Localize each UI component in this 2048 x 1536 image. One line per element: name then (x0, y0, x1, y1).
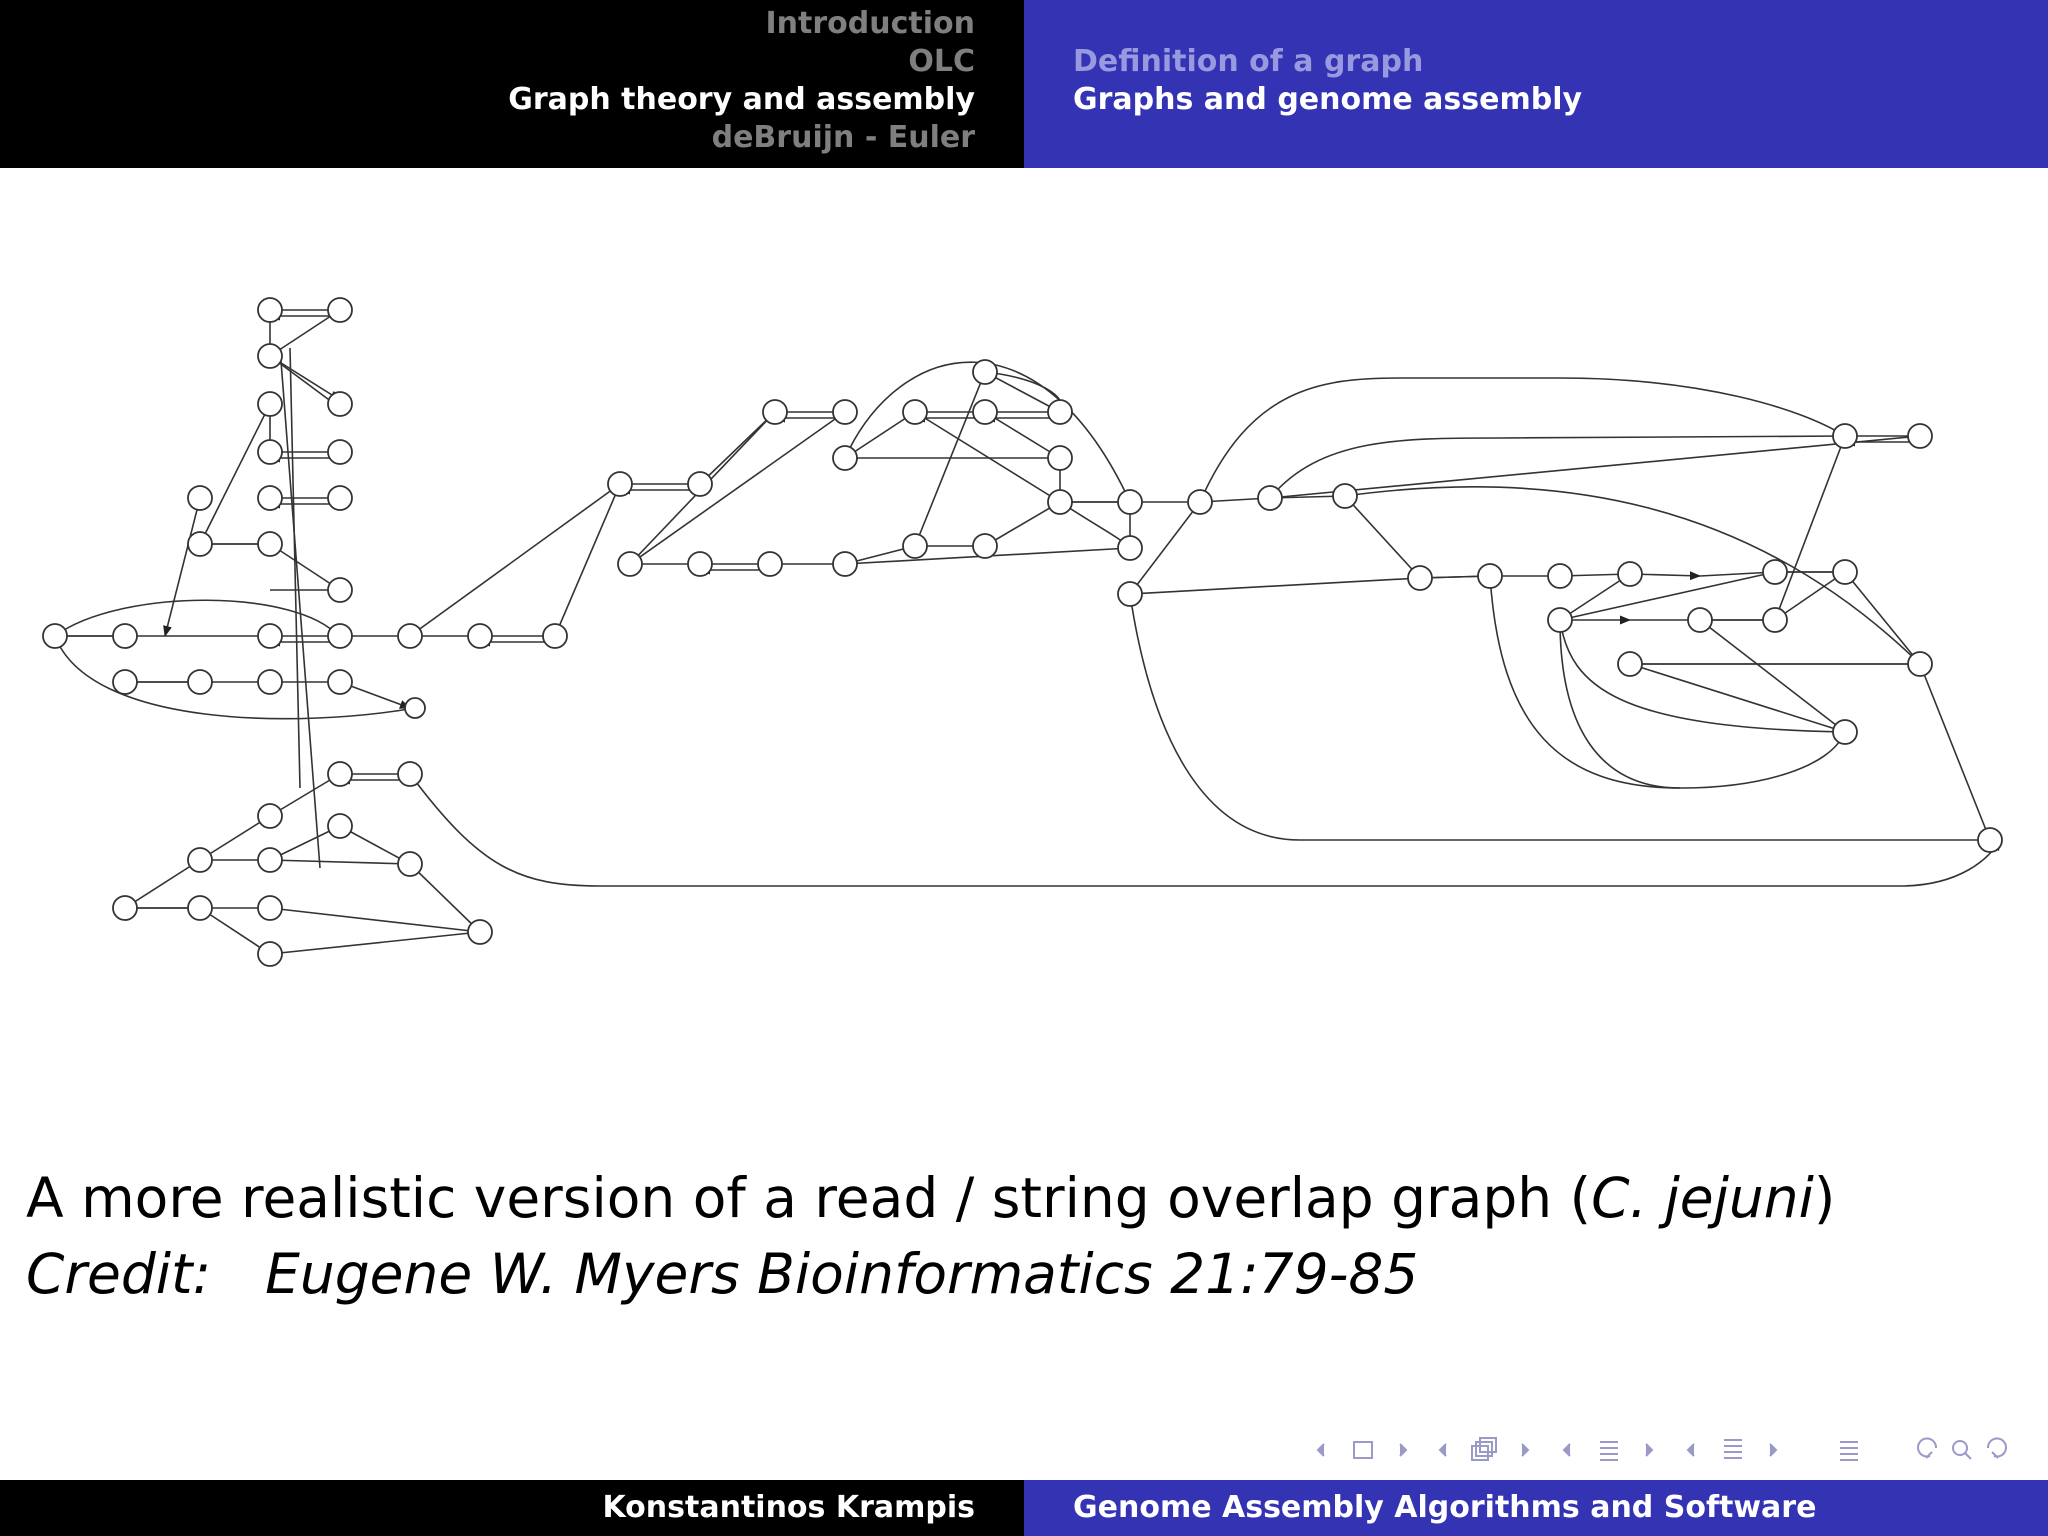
nav-doc-next-icon[interactable] (1770, 1444, 1776, 1456)
nav-section-next-icon[interactable] (1646, 1444, 1652, 1456)
credit-text: Eugene W. Myers Bioinformatics 21:79-85 (265, 1242, 1419, 1306)
subsection-link-definition[interactable]: Definition of a graph (1073, 44, 1424, 79)
nav-subsection-icon[interactable] (1472, 1438, 1496, 1460)
section-link-debruijn[interactable]: deBruijn - Euler (711, 120, 975, 155)
section-link-introduction[interactable]: Introduction (765, 6, 975, 41)
figure-caption (26, 1166, 1835, 1230)
section-link-graph-theory[interactable]: Graph theory and assembly (508, 82, 975, 117)
graph-nodes (43, 298, 2002, 966)
nav-subsection-prev-icon[interactable] (1440, 1444, 1446, 1456)
nav-doc-prev-icon[interactable] (1688, 1444, 1694, 1456)
footer-author: Konstantinos Krampis (602, 1490, 975, 1525)
nav-back-icon[interactable] (1918, 1439, 1936, 1458)
nav-subsection-next-icon[interactable] (1522, 1444, 1528, 1456)
footer-title-panel (1024, 1480, 2048, 1536)
section-nav (0, 0, 1024, 168)
caption-text-prefix: A more realistic version of a read / string overlap graph ( (26, 1166, 1592, 1230)
figure-credit (26, 1242, 1418, 1306)
caption-text-suffix: ) (1813, 1166, 1836, 1230)
nav-section-icon[interactable] (1600, 1442, 1618, 1460)
credit-label: Credit: (26, 1242, 212, 1306)
nav-section-prev-icon[interactable] (1564, 1444, 1570, 1456)
footer-title: Genome Assembly Algorithms and Software (1073, 1490, 1817, 1525)
caption-species: C. jejuni (1591, 1166, 1814, 1230)
nav-frame-next-icon[interactable] (1400, 1444, 1406, 1456)
nav-align-icon[interactable] (1840, 1442, 1858, 1460)
beamer-nav-bar (1310, 1432, 2030, 1468)
footer-author-panel (0, 1480, 1024, 1536)
overlap-graph-figure (0, 168, 2048, 1018)
section-link-olc[interactable]: OLC (908, 44, 975, 79)
nav-forward-icon[interactable] (1988, 1439, 2006, 1458)
slide-footer (0, 1480, 2048, 1536)
nav-doc-icon[interactable] (1724, 1440, 1742, 1458)
nav-search-icon[interactable] (1953, 1441, 1971, 1459)
nav-frame-icon[interactable] (1354, 1442, 1372, 1458)
subsection-link-genome-assembly[interactable]: Graphs and genome assembly (1073, 82, 1583, 117)
slide-header (0, 0, 2048, 168)
subsection-nav (1024, 0, 2048, 168)
nav-frame-prev-icon[interactable] (1318, 1444, 1324, 1456)
